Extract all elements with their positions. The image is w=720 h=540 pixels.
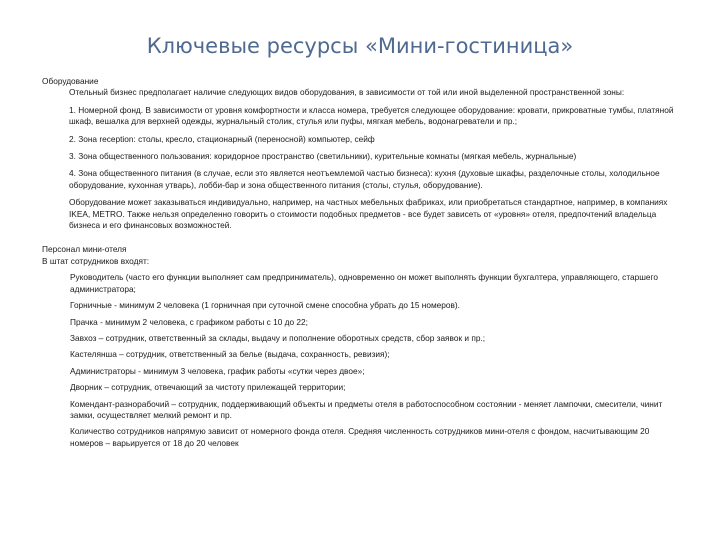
equipment-paragraph: 3. Зона общественного пользования: коридорное пространство (светильники), курительные комнаты (мягкая мебель, журнальные) <box>69 151 577 162</box>
staff-item: Руководитель (часто его функции выполняет сам предприниматель), одновременно он может выполнять функции бухгалтера, управляющего, старшего администратора; <box>70 272 658 294</box>
equipment-paragraph: 4. Зона общественного питания (в случае, если это является неотъемлемой частью бизнеса): кухня (духовые шкафы, разделочные столы, холодильное оборудование, кухонная утварь), лобби-бар и зона общественного питания (столы, стулья, оборудование). <box>69 168 660 190</box>
equipment-paragraph: 1. Номерной фонд. В зависимости от уровня комфортности и класса номера, требуется следующее оборудование: кровати, прикроватные тумбы, платяной шкаф, вешалка для верхней одежды, журнальный столик, стулья или пуфы, мягкая мебель, водонагреватели и пр.; <box>69 104 674 127</box>
slide-title: Ключевые ресурсы «Мини-гостиница» <box>146 34 574 58</box>
equipment-section <box>42 87 682 231</box>
staff-item: Кастелянша – сотрудник, ответственный за белье (выдача, сохранность, ревизия); <box>70 349 390 360</box>
staff-heading: Персонал мини-отеля <box>42 244 127 255</box>
section-gap <box>42 237 682 244</box>
staff-item: Горничные - минимум 2 человека (1 горничная при суточной смене способна убрать до 15 номеров). <box>70 300 460 311</box>
staff-intro: В штат сотрудников входят: <box>42 255 150 266</box>
equipment-paragraph: Оборудование может заказываться индивидуально, например, на частных мебельных фабриках, или приобретаться стандартное, например, в компаниях IKEA, METRO. Также нельзя определенно говорить о стоимости подобных предметов - все будет зависеть от «уровня» отеля, предпочтений владельца бизнеса и его финансовых возможностей. <box>69 197 668 231</box>
staff-item: Завхоз – сотрудник, ответственный за склады, выдачу и пополнение оборотных средств, сбор заявок и пр.; <box>70 332 486 343</box>
equipment-paragraph: 2. Зона reception: столы, кресло, стационарный (переносной) компьютер, сейф <box>69 133 375 144</box>
equipment-heading: Оборудование <box>42 76 99 86</box>
staff-item: Комендант-разнорабочий – сотрудник, поддерживающий объекты и предметы отеля в работоспособном состоянии - меняет лампочки, смесители, чинит замки, осуществляет мелкий ремонт и пр. <box>70 398 663 420</box>
staff-item: Прачка - минимум 2 человека, с графиком работы с 10 до 22; <box>70 316 308 327</box>
equipment-paragraph: Отельный бизнес предполагает наличие следующих видов оборудования, в зависимости от той или иной выделенной пространственной зоны: <box>69 87 625 98</box>
staff-list <box>42 272 682 449</box>
staff-item: Администраторы - минимум 3 человека, график работы «сутки через двое»; <box>70 365 365 376</box>
staff-item: Количество сотрудников напрямую зависит от номерного фонда отеля. Средняя численность сотрудников мини-отеля с фондом, насчитывающим 20 номеров – варьируется от 18 до 20 человек <box>70 426 650 448</box>
staff-item: Дворник – сотрудник, отвечающий за чистоту прилежащей территории; <box>70 382 346 393</box>
slide-body <box>42 76 682 454</box>
